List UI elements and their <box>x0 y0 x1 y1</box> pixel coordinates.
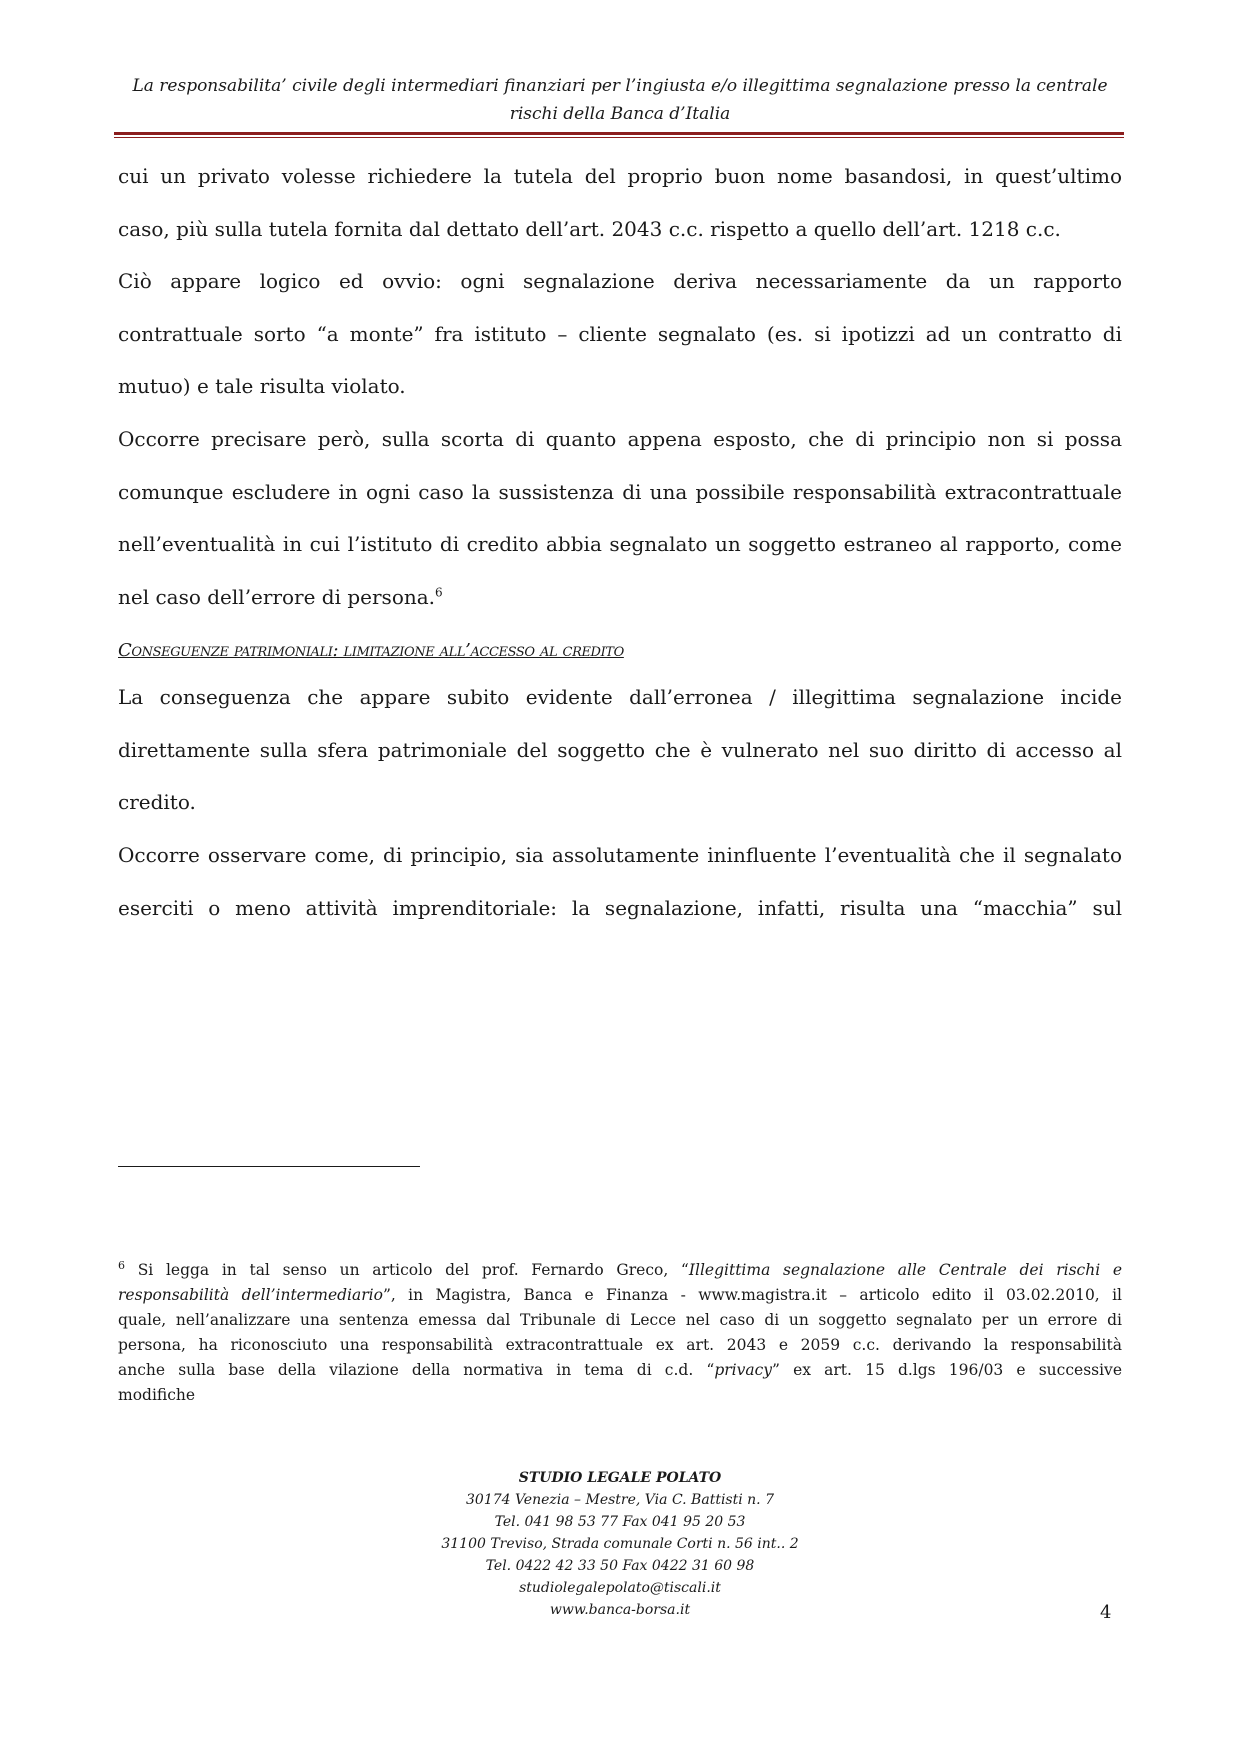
header-rule <box>114 132 1124 135</box>
body-line: contrattuale sorto “a monte” fra istituto – cliente segnalato (es. si ipotizzi ad un contratto di <box>118 322 1122 346</box>
page-header <box>118 72 1122 128</box>
body-line: credito. <box>118 790 196 814</box>
page-footer <box>300 1467 940 1621</box>
footnote-line: quale, nell’analizzare una sentenza emessa dal Tribunale di Lecce nel caso di un soggetto segnalato per un errore di <box>118 1311 1122 1330</box>
page-number: 4 <box>1100 1602 1112 1623</box>
footer-phone-venezia: Tel. 041 98 53 77 Fax 041 95 20 53 <box>494 1514 746 1530</box>
body-line: Occorre osservare come, di principio, sia assolutamente ininfluente l’eventualità che il segnalato <box>118 843 1122 867</box>
footer-website[interactable]: www.banca-borsa.it <box>549 1602 691 1618</box>
footnote-line: anche sulla base della vilazione della normativa in tema di c.d. “privacy” ex art. 15 d.lgs 196/03 e successive <box>118 1361 1122 1380</box>
body-line: direttamente sulla sfera patrimoniale del soggetto che è vulnerato nel suo diritto di accesso al <box>118 738 1122 762</box>
footnote <box>118 1253 1122 1408</box>
footnote-line: responsabilità dell’intermediario”, in Magistra, Banca e Finanza - www.magistra.it – articolo edito il 03.02.2010, il <box>118 1286 1122 1305</box>
body-line: cui un privato volesse richiedere la tutela del proprio buon nome basandosi, in quest’ultimo <box>118 164 1122 188</box>
footnote-cited-title: responsabilità dell’intermediario <box>118 1286 383 1305</box>
body-line: mutuo) e tale risulta violato. <box>118 374 406 398</box>
footer-address-treviso: 31100 Treviso, Strada comunale Corti n. 56 int.. 2 <box>441 1536 799 1552</box>
header-rule-thin <box>114 137 1124 138</box>
footnote-line: $^6$ Si legga in tal senso un articolo del prof. Fernardo Greco, “Illegittima segnalazione alle Centrale dei rischi e <box>118 1259 1123 1280</box>
footnote-separator <box>118 1166 420 1167</box>
footnote-line: persona, ha riconosciuto una responsabilità extracontrattuale ex art. 2043 e 2059 c.c. derivando la responsabilità <box>118 1336 1122 1355</box>
footer-studio-name: STUDIO LEGALE POLATO <box>518 1470 722 1486</box>
footnote-number: 6 <box>118 1259 125 1272</box>
body-line: La conseguenza che appare subito evidente dall’erronea / illegittima segnalazione incide <box>118 685 1122 709</box>
body-line: eserciti o meno attività imprenditoriale: la segnalazione, infatti, risulta una “macchia” sul <box>118 896 1122 920</box>
body-line: caso, più sulla tutela fornita dal dettato dell’art. 2043 c.c. rispetto a quello dell’art. 1218 c.c. <box>118 217 1061 241</box>
header-title-line2: rischi della Banca d’Italia <box>509 104 731 124</box>
footer-address-venezia: 30174 Venezia – Mestre, Via C. Battisti n. 7 <box>466 1492 774 1508</box>
section-heading: Conseguenze patrimoniali: limitazione all’accesso al credito <box>118 640 624 661</box>
body-line <box>118 585 1122 609</box>
body-line-text: nel caso dell’errore di persona. <box>118 585 436 609</box>
footnote-reference[interactable]: 6 <box>435 585 443 600</box>
body-line: Occorre precisare però, sulla scorta di quanto appena esposto, che di principio non si possa <box>118 427 1122 451</box>
footnote-line: modifiche <box>118 1386 196 1405</box>
header-title-line1: La responsabilita’ civile degli intermediari finanziari per l’ingiusta e/o illegittima segnalazione presso la centrale <box>132 76 1108 96</box>
body-line: Ciò appare logico ed ovvio: ogni segnalazione deriva necessariamente da un rapporto <box>118 269 1122 293</box>
footer-phone-treviso: Tel. 0422 42 33 50 Fax 0422 31 60 98 <box>485 1558 755 1574</box>
body-line: nell’eventualità in cui l’istituto di credito abbia segnalato un soggetto estraneo al rapporto, come <box>118 532 1122 556</box>
footnote-cited-title: Illegittima segnalazione alle Centrale dei rischi e <box>688 1261 1123 1280</box>
footer-email[interactable]: studiolegalepolato@tiscali.it <box>519 1580 721 1596</box>
body-line: comunque escludere in ogni caso la sussistenza di una possibile responsabilità extracontrattuale <box>118 480 1122 504</box>
